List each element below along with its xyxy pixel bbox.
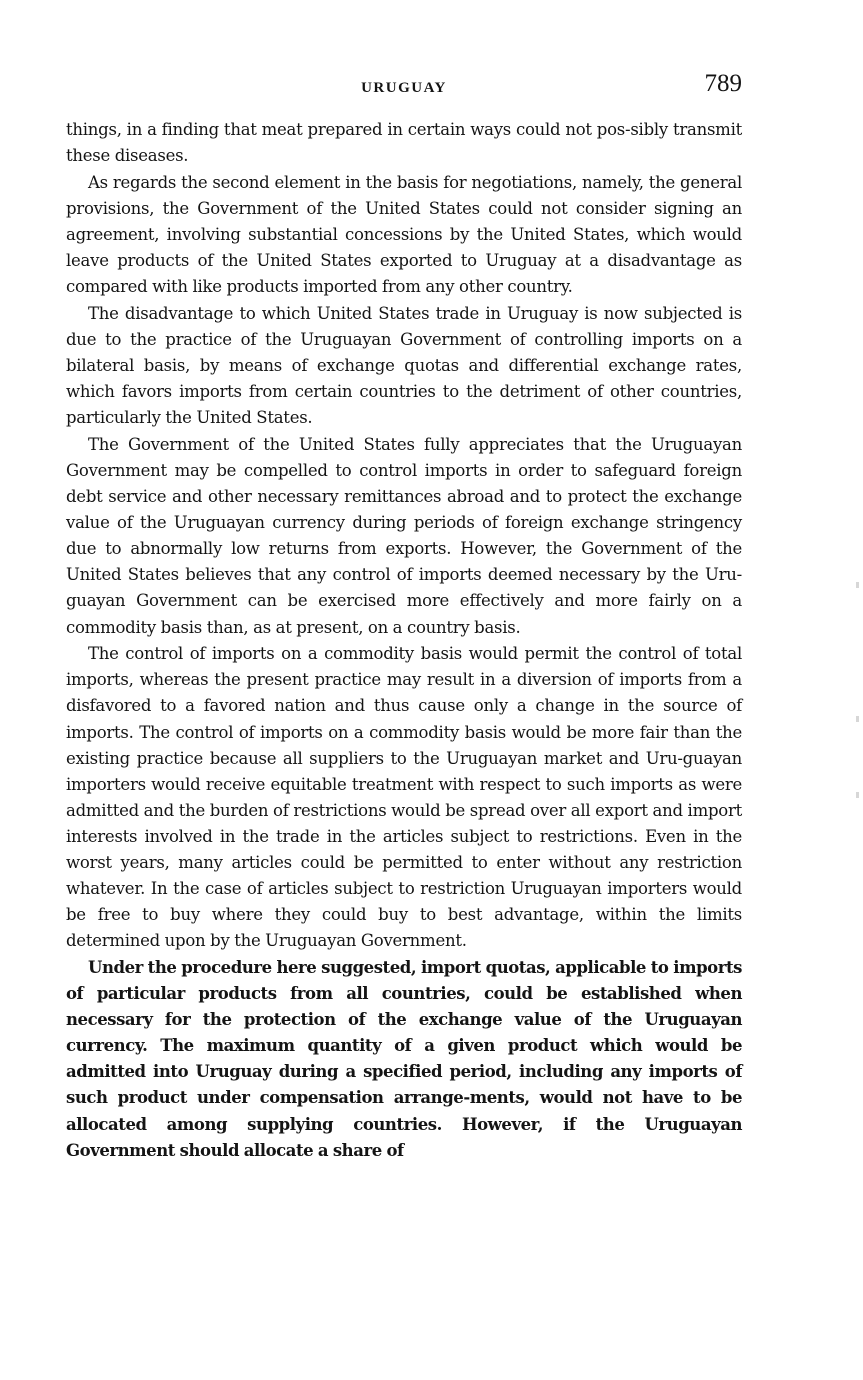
paragraph-government-appreciates: The Government of the United States fully appreciates that the Uruguayan Government may be compelled to control imports in order to safeguard foreign debt service and other necessary remittances abroad and to protect the exchange value of the Uruguayan currency during periods of foreign exchange stringency due to abnormally low returns from exports. However, the Government of the United States believes that any control of imports deemed necessary by the Uru-guayan Government can be exercised more effectively and more fairly on a commodity basis than, as at present, on a country basis. — [66, 434, 742, 637]
margin-speck — [856, 792, 859, 798]
page-number: 789 — [704, 70, 742, 97]
paragraph-disadvantage: The disadvantage to which United States trade in Uruguay is now subjected is due to the practice of the Uruguayan Government of controlling imports on a bilateral basis, by means of exchange quotas and differential exchange rates, which favors imports from certain countries to the detriment of other countries, particularly the United States. — [66, 303, 742, 428]
body-text — [66, 117, 742, 1164]
running-head — [66, 68, 742, 102]
running-title: URUGUAY — [361, 80, 447, 96]
paragraph-continuation: things, in a finding that meat prepared in certain ways could not pos-sibly transmit these diseases. — [66, 120, 742, 166]
paragraph-procedure-suggested: Under the procedure here suggested, import quotas, applicable to imports of particular products from all countries, could be established when necessary for the protection of the exchange value of the Uruguayan currency. The maximum quantity of a given product which would be admitted into Uruguay during a specified period, including any imports of such product under compensation arrange-ments, would not have to be allocated among supplying countries. However, if the Uruguayan Government should allocate a share of — [66, 957, 742, 1160]
margin-speck — [856, 582, 859, 588]
paragraph-general-provisions: As regards the second element in the basis for negotiations, namely, the general provisions, the Government of the United States could not consider signing an agreement, involving substantial concessions by the United States, which would leave products of the United States exported to Uruguay at a disadvantage as compared with like products imported from any other country. — [66, 172, 742, 297]
margin-speck — [856, 716, 859, 722]
paragraph-commodity-basis: The control of imports on a commodity basis would permit the control of total imports, whereas the present practice may result in a diversion of imports from a disfavored to a favored nation and thus cause only a change in the source of imports. The control of imports on a commodity basis would be more fair than the existing practice because all suppliers to the Uruguayan market and Uru-guayan importers would receive equitable treatment with respect to such imports as were admitted and the burden of restrictions would be spread over all export and import interests involved in the trade in the articles subject to restrictions. Even in the worst years, many articles could be permitted to enter without any restriction whatever. In the case of articles subject to restriction Uruguayan importers would be free to buy where they could buy to best advantage, within the limits determined upon by the Uruguayan Government. — [66, 644, 742, 951]
